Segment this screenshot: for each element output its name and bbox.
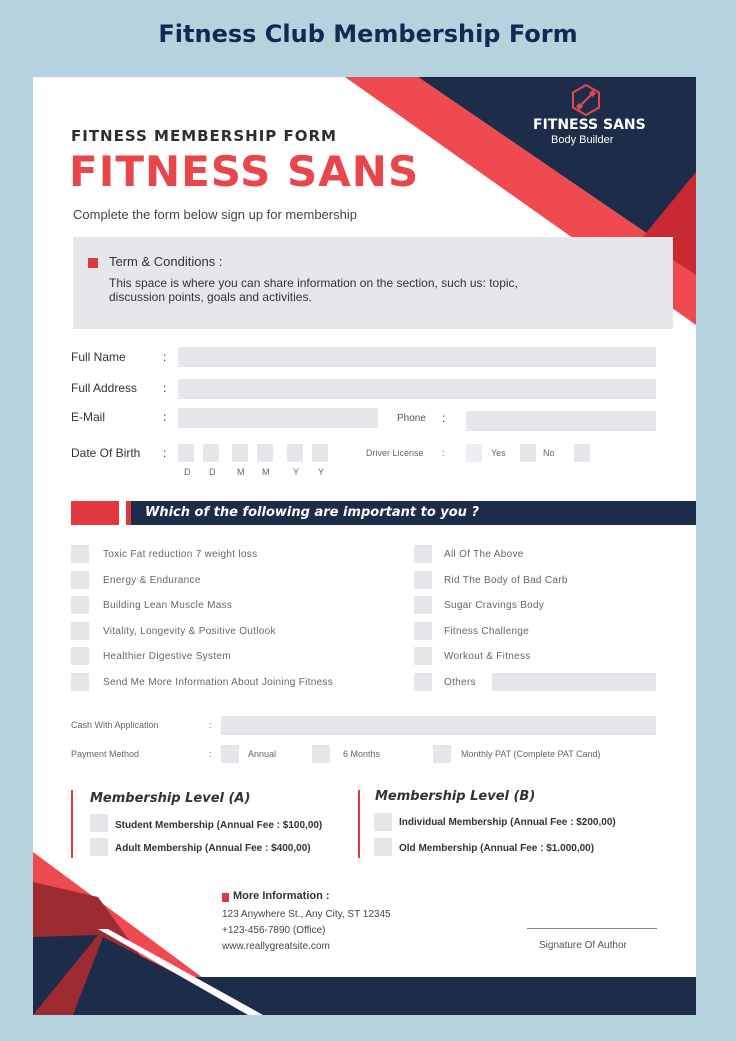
level-b-option-checkbox[interactable] xyxy=(374,813,392,831)
annual-label: Annual xyxy=(248,749,277,759)
level-a-option-checkbox[interactable] xyxy=(90,838,108,856)
colon: : xyxy=(163,410,167,424)
dob-label: Date Of Birth xyxy=(71,446,141,460)
form-intro: Complete the form below sign up for membership xyxy=(73,207,357,222)
membership-form-sheet xyxy=(33,77,696,1015)
option-label: Sugar Cravings Body xyxy=(444,600,545,611)
option-checkbox[interactable] xyxy=(414,622,432,640)
option-checkbox[interactable] xyxy=(71,571,89,589)
option-checkbox[interactable] xyxy=(71,673,89,691)
option-checkbox[interactable] xyxy=(414,545,432,563)
dob-letter: D xyxy=(184,467,191,477)
option-label: Others xyxy=(444,677,476,688)
dob-letter: Y xyxy=(318,467,325,477)
option-label: Workout & Fitness xyxy=(444,651,531,662)
option-label: All Of The Above xyxy=(444,549,524,560)
dob-letter: Y xyxy=(293,467,300,477)
full-name-label: Full Name xyxy=(71,350,126,364)
payment-method-label: Payment Method xyxy=(71,749,140,759)
license-yes-checkbox[interactable] xyxy=(466,444,482,462)
phone-field[interactable] xyxy=(466,411,656,431)
option-label: Fitness Challenge xyxy=(444,626,530,637)
six-months-label: 6 Months xyxy=(343,749,381,759)
brand-name: FITNESS SANS xyxy=(533,117,646,133)
full-address-label: Full Address xyxy=(71,381,138,395)
dob-day-2[interactable] xyxy=(203,444,219,462)
level-b-title: Membership Level (B) xyxy=(375,789,536,804)
section-title: Which of the following are important to you ? xyxy=(145,505,480,520)
terms-text: This space is where you can share information on the section, such us: topic, discussion points, goals and activities. xyxy=(109,276,518,304)
info-title: More Information : xyxy=(233,890,330,902)
level-a-divider xyxy=(71,790,73,858)
colon: : xyxy=(442,448,445,458)
option-label: Toxic Fat reduction 7 weight loss xyxy=(103,549,258,560)
full-name-field[interactable] xyxy=(178,347,656,367)
colon: : xyxy=(442,411,446,425)
license-no-label: No xyxy=(543,448,555,458)
dob-day-1[interactable] xyxy=(178,444,194,462)
option-checkbox[interactable] xyxy=(414,647,432,665)
signature-line[interactable] xyxy=(527,928,657,929)
info-bullet xyxy=(222,893,229,902)
level-b-divider xyxy=(358,790,360,858)
phone-label: Phone xyxy=(397,413,426,424)
colon: : xyxy=(209,720,212,730)
colon: : xyxy=(163,446,167,460)
level-a-option-checkbox[interactable] xyxy=(90,814,108,832)
info-website[interactable]: www.reallygreatsite.com xyxy=(222,941,330,952)
colon: : xyxy=(163,381,167,395)
email-field[interactable] xyxy=(178,408,378,428)
form-eyebrow: FITNESS MEMBERSHIP FORM xyxy=(71,127,337,145)
driver-license-label: Driver License xyxy=(366,448,424,458)
monthly-label: Monthly PAT (Complete PAT Cand) xyxy=(461,749,601,759)
form-headline: FITNESS SANS xyxy=(69,147,420,196)
six-months-checkbox[interactable] xyxy=(312,745,330,763)
license-yes-label: Yes xyxy=(491,448,506,458)
full-address-field[interactable] xyxy=(178,379,656,399)
info-address: 123 Anywhere St., Any City, ST 12345 xyxy=(222,909,391,920)
level-b-option-checkbox[interactable] xyxy=(374,838,392,856)
dob-letter: D xyxy=(209,467,216,477)
brand-subtitle: Body Builder xyxy=(551,134,614,146)
signature-label: Signature Of Author xyxy=(539,940,627,951)
dob-month-2[interactable] xyxy=(257,444,273,462)
annual-checkbox[interactable] xyxy=(221,745,239,763)
page-title: Fitness Club Membership Form xyxy=(158,20,578,48)
hexagon-dumbbell-icon xyxy=(569,83,603,117)
license-extra-box[interactable] xyxy=(574,444,590,462)
option-checkbox[interactable] xyxy=(71,622,89,640)
dob-month-1[interactable] xyxy=(232,444,248,462)
option-label: Vitality, Longevity & Positive Outlook xyxy=(103,626,276,637)
colon: : xyxy=(163,350,167,364)
section-accent xyxy=(71,501,119,525)
option-label: Rid The Body of Bad Carb xyxy=(444,575,568,586)
others-field[interactable] xyxy=(492,673,656,691)
info-phone: +123-456-7890 (Office) xyxy=(222,925,326,936)
level-b-option-label: Old Membership (Annual Fee : $1.000,00) xyxy=(399,843,595,854)
option-checkbox[interactable] xyxy=(414,571,432,589)
option-label: Energy & Endurance xyxy=(103,575,201,586)
colon: : xyxy=(209,749,212,759)
license-no-checkbox[interactable] xyxy=(520,444,536,462)
email-label: E-Mail xyxy=(71,410,106,424)
option-checkbox[interactable] xyxy=(71,647,89,665)
dob-letter: M xyxy=(262,467,270,477)
option-label: Building Lean Muscle Mass xyxy=(103,600,233,611)
option-checkbox[interactable] xyxy=(414,673,432,691)
dob-year-1[interactable] xyxy=(287,444,303,462)
cash-field[interactable] xyxy=(221,716,656,735)
option-checkbox[interactable] xyxy=(414,596,432,614)
monthly-checkbox[interactable] xyxy=(433,745,451,763)
dob-letter: M xyxy=(237,467,245,477)
option-checkbox[interactable] xyxy=(71,545,89,563)
level-a-option-label: Adult Membership (Annual Fee : $400,00) xyxy=(115,843,311,854)
level-b-option-label: Individual Membership (Annual Fee : $200,00) xyxy=(399,817,616,828)
terms-title: Term & Conditions : xyxy=(109,254,223,269)
option-checkbox[interactable] xyxy=(71,596,89,614)
terms-bullet xyxy=(88,258,98,268)
level-a-option-label: Student Membership (Annual Fee : $100,00) xyxy=(115,820,323,831)
level-a-title: Membership Level (A) xyxy=(90,791,251,806)
cash-label: Cash With Application xyxy=(71,720,159,730)
dob-year-2[interactable] xyxy=(312,444,328,462)
option-label: Send Me More Information About Joining Fitness xyxy=(103,677,334,688)
option-label: Healthier Digestive System xyxy=(103,651,231,662)
